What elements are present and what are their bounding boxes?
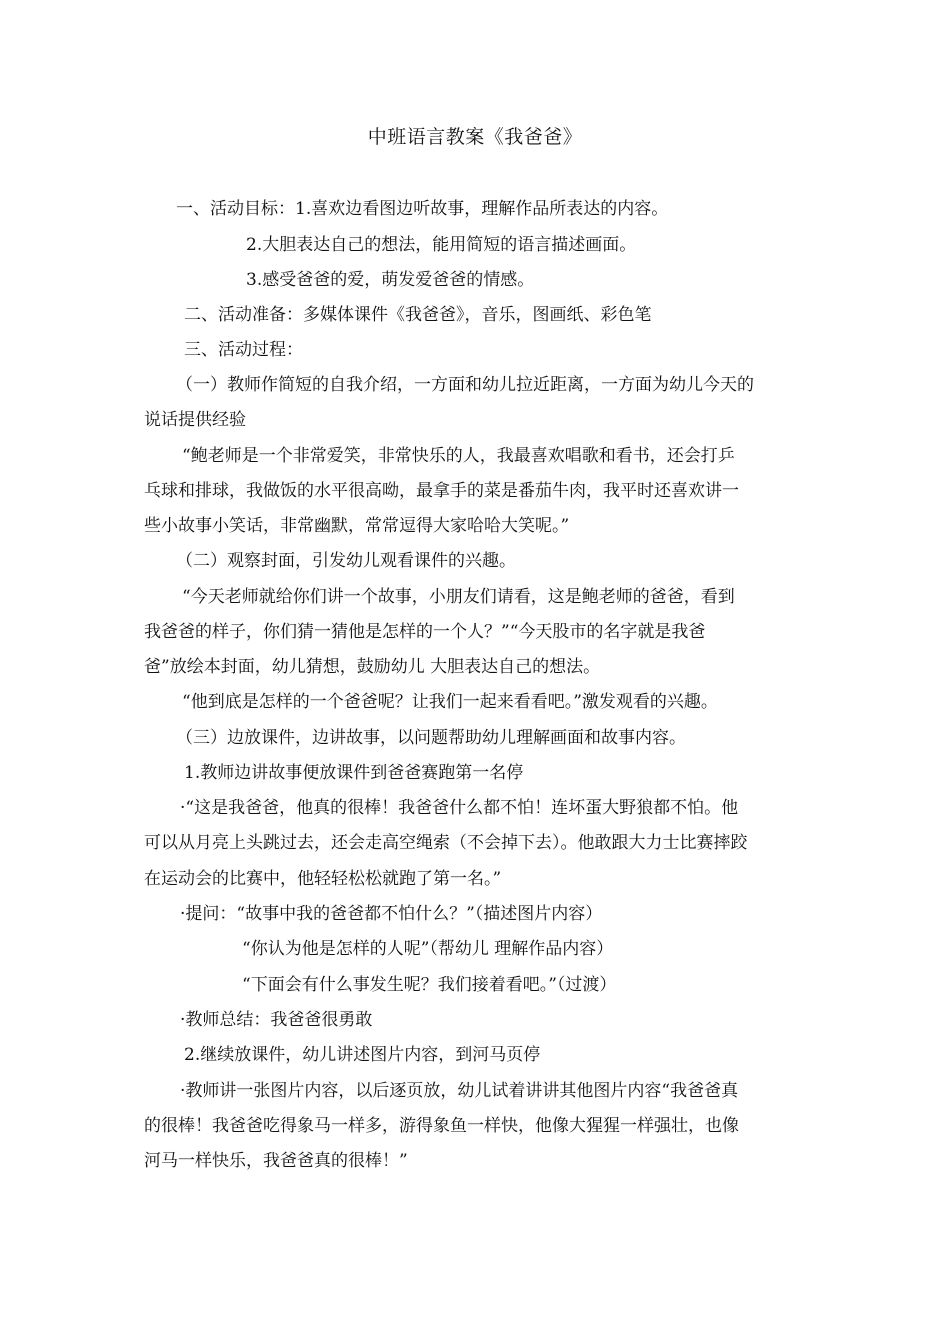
text-line: 可以从月亮上头跳过去，还会走高空绳索（不会掉下去）。他敢跟大力士比赛摔跤 xyxy=(144,833,748,853)
text-line: “下面会有什么事发生呢？我们接着看吧。”（过渡） xyxy=(242,975,617,995)
text-line: 说话提供经验 xyxy=(144,410,246,430)
text-line: 1.教师边讲故事便放课件到爸爸赛跑第一名停 xyxy=(184,763,524,783)
text-line: 在运动会的比赛中，他轻轻松松就跑了第一名。” xyxy=(144,869,502,889)
text-line: 2.继续放课件，幼儿讲述图片内容，到河马页停 xyxy=(184,1045,541,1065)
text-line: 我爸爸的样子，你们猜一猜他是怎样的一个人？”“今天股市的名字就是我爸 xyxy=(144,622,706,642)
text-line: 二、活动准备：多媒体课件《我爸爸》，音乐，图画纸、彩色笔 xyxy=(184,305,652,325)
text-line: 爸”放绘本封面，幼儿猜想，鼓励幼儿 大胆表达自己的想法。 xyxy=(144,657,601,677)
text-line: 一、活动目标：1.喜欢边看图边听故事，理解作品所表达的内容。 xyxy=(176,199,669,219)
text-line: 2.大胆表达自己的想法，能用简短的语言描述画面。 xyxy=(246,235,637,255)
text-line: “鲍老师是一个非常爱笑，非常快乐的人，我最喜欢唱歌和看书，还会打乒 xyxy=(182,446,735,466)
text-line: （二）观察封面，引发幼儿观看课件的兴趣。 xyxy=(176,551,516,571)
text-line: 些小故事小笑话，非常幽默，常常逗得大家哈哈大笑呢。” xyxy=(144,516,570,536)
text-line: 三、活动过程： xyxy=(184,340,303,360)
text-line: 乓球和排球，我做饭的水平很高呦，最拿手的菜是番茄牛肉，我平时还喜欢讲一 xyxy=(144,481,739,501)
text-line: 的很棒！我爸爸吃得象马一样多，游得象鱼一样快，他像大猩猩一样强壮，也像 xyxy=(144,1116,739,1136)
text-line: 河马一样快乐，我爸爸真的很棒！” xyxy=(144,1151,408,1171)
text-line: “今天老师就给你们讲一个故事，小朋友们请看，这是鲍老师的爸爸，看到 xyxy=(182,587,735,607)
document-title: 中班语言教案《我爸爸》 xyxy=(367,126,583,148)
text-line: （一）教师作简短的自我介绍，一方面和幼儿拉近距离，一方面为幼儿今天的 xyxy=(176,375,754,395)
text-line: “你认为他是怎样的人呢”（帮幼儿 理解作品内容） xyxy=(242,939,614,959)
text-line: （三）边放课件，边讲故事，以问题帮助幼儿理解画面和故事内容。 xyxy=(176,728,686,748)
text-line: ·教师总结：我爸爸很勇敢 xyxy=(180,1010,373,1030)
text-line: ·“这是我爸爸，他真的很棒！我爸爸什么都不怕！连坏蛋大野狼都不怕。他 xyxy=(180,798,739,818)
text-line: ·提问：“故事中我的爸爸都不怕什么？”（描述图片内容） xyxy=(180,904,603,924)
text-line: “他到底是怎样的一个爸爸呢？让我们一起来看看吧。”激发观看的兴趣。 xyxy=(182,692,718,712)
text-line: 3.感受爸爸的爱，萌发爱爸爸的情感。 xyxy=(246,270,535,290)
text-line: ·教师讲一张图片内容，以后逐页放，幼儿试着讲讲其他图片内容“我爸爸真 xyxy=(180,1081,739,1101)
